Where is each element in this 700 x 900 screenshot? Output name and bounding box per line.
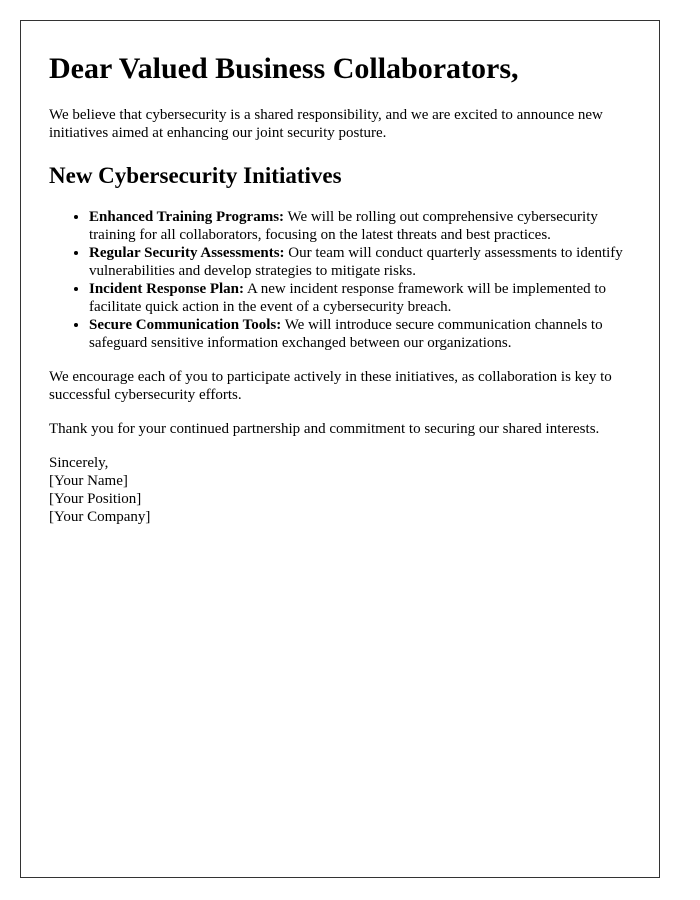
signer-company: [Your Company] <box>49 509 151 525</box>
thanks-paragraph: Thank you for your continued partnership and commitment to securing our shared interests. <box>49 421 600 437</box>
intro-paragraph: We believe that cybersecurity is a shared responsibility, and we are excited to announce new initiatives aimed at enhancing our joint security posture. <box>49 107 603 141</box>
letter-container <box>20 20 660 878</box>
signer-name: [Your Name] <box>49 473 128 489</box>
encourage-paragraph: We encourage each of you to participate actively in these initiatives, as collaboration is key to successful cybersecurity efforts. <box>49 369 612 403</box>
initiative-item-training <box>89 208 631 244</box>
initiative-title: Regular Security Assessments: <box>89 245 285 261</box>
signature-block <box>49 454 631 526</box>
initiatives-list <box>49 208 631 352</box>
section-heading: New Cybersecurity Initiatives <box>49 163 342 188</box>
sign-off: Sincerely, <box>49 455 109 471</box>
initiative-title: Incident Response Plan: <box>89 281 245 297</box>
initiative-item-assessments <box>89 244 631 280</box>
initiative-title: Enhanced Training Programs: <box>89 209 285 225</box>
initiative-item-incident-response <box>89 280 631 316</box>
initiative-text: We will introduce secure communication channels to safeguard sensitive information exchanged between our organizations. <box>89 317 603 351</box>
signer-position: [Your Position] <box>49 491 142 507</box>
initiative-text: A new incident response framework will be implemented to facilitate quick action in the event of a cybersecurity breach. <box>89 281 607 315</box>
initiative-item-communication <box>89 316 631 352</box>
initiative-title: Secure Communication Tools: <box>89 317 282 333</box>
letter-greeting: Dear Valued Business Collaborators, <box>49 52 519 85</box>
initiative-text: We will be rolling out comprehensive cybersecurity training for all collaborators, focusing on the latest threats and best practices. <box>89 209 598 243</box>
initiative-text: Our team will conduct quarterly assessments to identify vulnerabilities and develop strategies to mitigate risks. <box>89 245 623 279</box>
